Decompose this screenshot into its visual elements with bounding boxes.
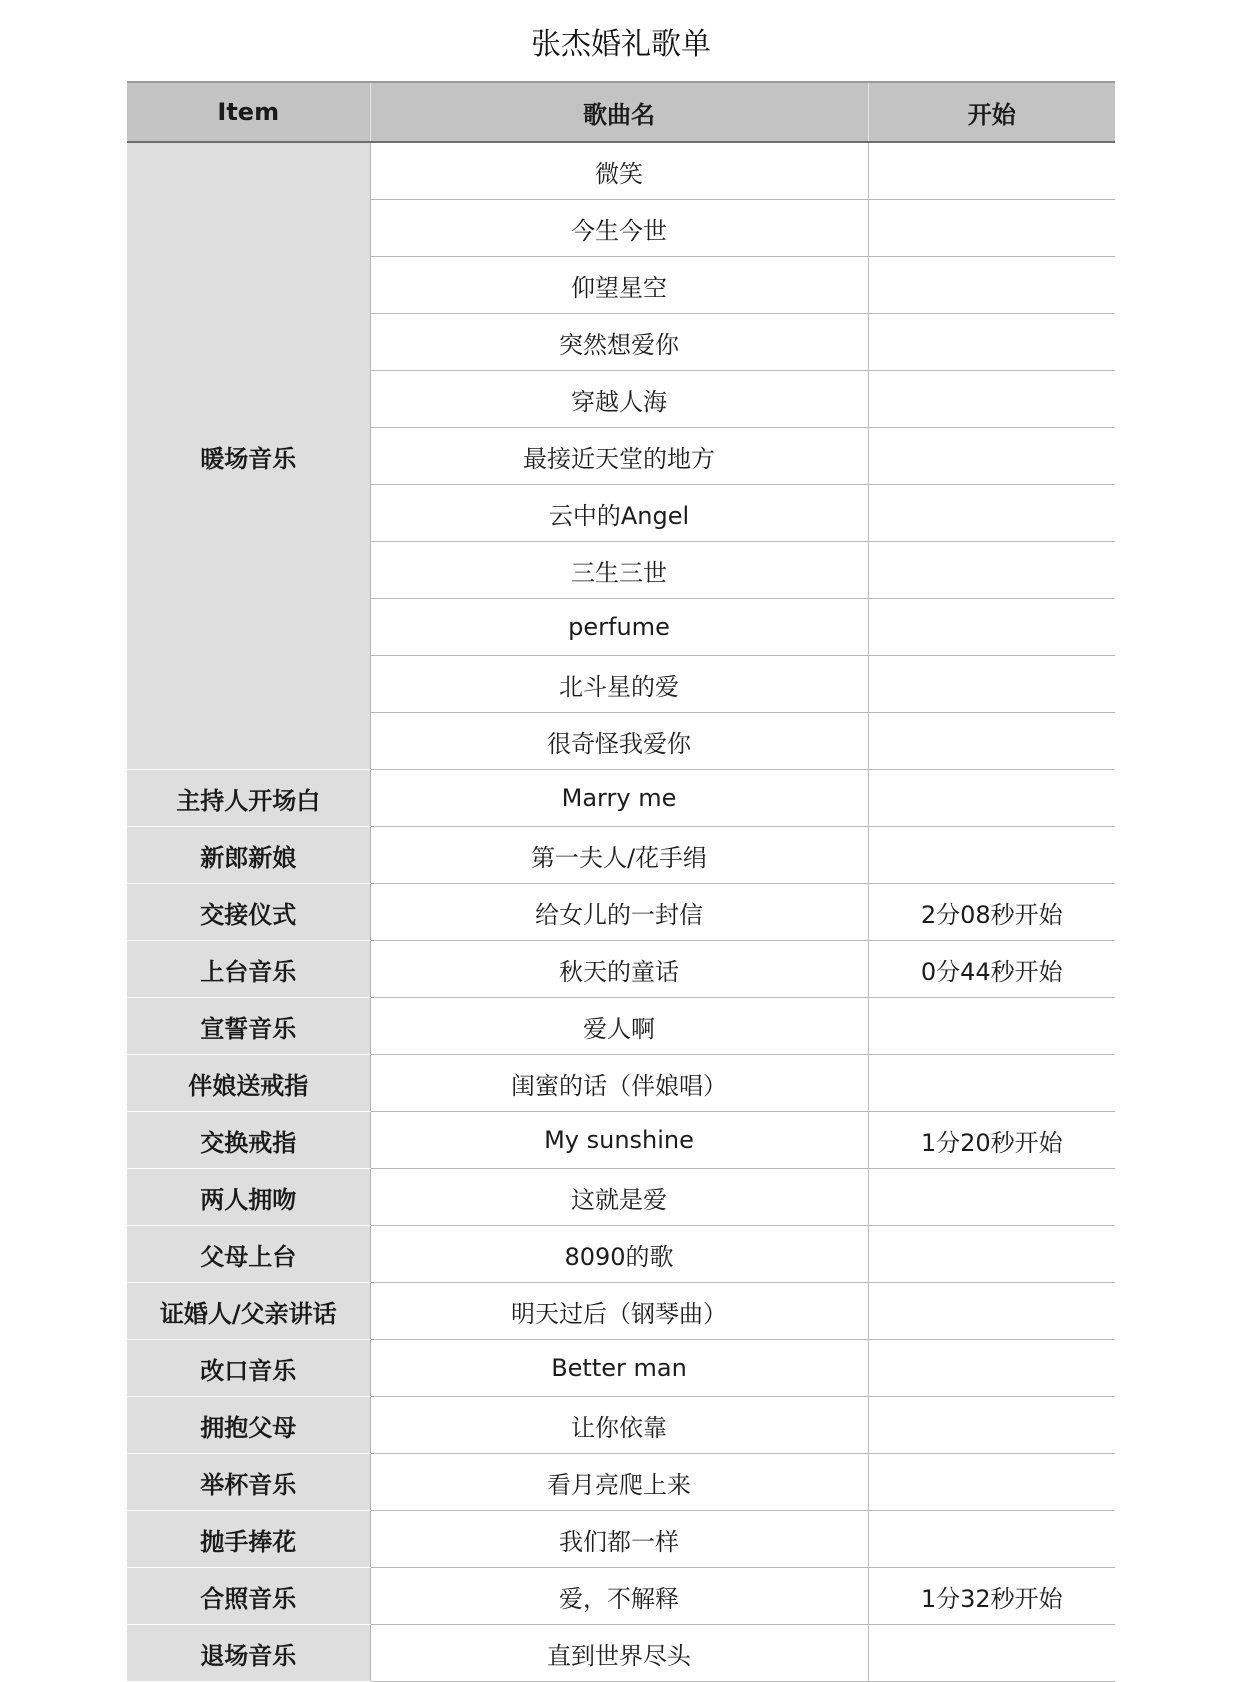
start-time-cell [868, 1625, 1115, 1682]
table-row [127, 1625, 1115, 1682]
table-row [127, 1454, 1115, 1511]
start-time-cell [868, 656, 1115, 713]
song-name-cell: perfume [370, 599, 868, 656]
item-cell: 伴娘送戒指 [127, 1055, 370, 1112]
item-cell: 宣誓音乐 [127, 998, 370, 1055]
table-row [127, 941, 1115, 998]
song-name-cell: 我们都一样 [370, 1511, 868, 1568]
song-name-cell: 爱人啊 [370, 998, 868, 1055]
start-time-cell [868, 200, 1115, 257]
table-row [127, 1340, 1115, 1397]
item-cell: 退场音乐 [127, 1625, 370, 1682]
start-time-cell [868, 1055, 1115, 1112]
start-time-cell [868, 827, 1115, 884]
item-cell: 暖场音乐 [127, 142, 370, 770]
start-time-cell [868, 485, 1115, 542]
song-name-cell: 云中的Angel [370, 485, 868, 542]
start-time-cell [868, 1283, 1115, 1340]
table-body [127, 142, 1115, 1682]
table-row [127, 142, 1115, 200]
table-row [127, 1226, 1115, 1283]
table-row [127, 770, 1115, 827]
song-list-table [127, 81, 1115, 1682]
item-cell: 证婚人/父亲讲话 [127, 1283, 370, 1340]
item-cell: 交换戒指 [127, 1112, 370, 1169]
song-name-cell: 第一夫人/花手绢 [370, 827, 868, 884]
song-name-cell: 给女儿的一封信 [370, 884, 868, 941]
song-name-cell: My sunshine [370, 1112, 868, 1169]
song-name-cell: 今生今世 [370, 200, 868, 257]
start-time-cell [868, 1340, 1115, 1397]
item-cell: 合照音乐 [127, 1568, 370, 1625]
item-cell: 拥抱父母 [127, 1397, 370, 1454]
table-row [127, 1283, 1115, 1340]
item-cell: 改口音乐 [127, 1340, 370, 1397]
start-time-cell [868, 371, 1115, 428]
table-row [127, 1568, 1115, 1625]
table-row [127, 1055, 1115, 1112]
item-cell: 两人拥吻 [127, 1169, 370, 1226]
song-name-cell: 最接近天堂的地方 [370, 428, 868, 485]
song-name-cell: 爱，不解释 [370, 1568, 868, 1625]
column-header-item: Item [127, 82, 370, 142]
start-time-cell [868, 542, 1115, 599]
column-header-song-name: 歌曲名 [370, 82, 868, 142]
song-name-cell: Marry me [370, 770, 868, 827]
table-row [127, 1112, 1115, 1169]
song-name-cell: Better man [370, 1340, 868, 1397]
song-name-cell: 8090的歌 [370, 1226, 868, 1283]
item-cell: 新郎新娘 [127, 827, 370, 884]
item-cell: 抛手捧花 [127, 1511, 370, 1568]
start-time-cell: 0分44秒开始 [868, 941, 1115, 998]
table-row [127, 998, 1115, 1055]
start-time-cell [868, 1511, 1115, 1568]
song-name-cell: 让你依靠 [370, 1397, 868, 1454]
song-name-cell: 明天过后（钢琴曲） [370, 1283, 868, 1340]
song-name-cell: 微笑 [370, 142, 868, 200]
song-name-cell: 看月亮爬上来 [370, 1454, 868, 1511]
start-time-cell [868, 142, 1115, 200]
start-time-cell [868, 1169, 1115, 1226]
start-time-cell [868, 1226, 1115, 1283]
table-row [127, 1397, 1115, 1454]
item-cell: 举杯音乐 [127, 1454, 370, 1511]
table-row [127, 1511, 1115, 1568]
start-time-cell [868, 713, 1115, 770]
start-time-cell [868, 1397, 1115, 1454]
document-title: 张杰婚礼歌单 [531, 27, 711, 62]
table-row [127, 827, 1115, 884]
start-time-cell: 1分32秒开始 [868, 1568, 1115, 1625]
table-header-row [127, 82, 1115, 142]
song-name-cell: 很奇怪我爱你 [370, 713, 868, 770]
column-header-start: 开始 [868, 82, 1115, 142]
song-name-cell: 直到世界尽头 [370, 1625, 868, 1682]
start-time-cell [868, 1454, 1115, 1511]
start-time-cell [868, 428, 1115, 485]
item-cell: 上台音乐 [127, 941, 370, 998]
song-name-cell: 突然想爱你 [370, 314, 868, 371]
song-name-cell: 三生三世 [370, 542, 868, 599]
song-name-cell: 秋天的童话 [370, 941, 868, 998]
start-time-cell [868, 257, 1115, 314]
song-name-cell: 这就是爱 [370, 1169, 868, 1226]
start-time-cell: 2分08秒开始 [868, 884, 1115, 941]
start-time-cell [868, 998, 1115, 1055]
start-time-cell: 1分20秒开始 [868, 1112, 1115, 1169]
start-time-cell [868, 770, 1115, 827]
song-name-cell: 穿越人海 [370, 371, 868, 428]
item-cell: 主持人开场白 [127, 770, 370, 827]
song-name-cell: 闺蜜的话（伴娘唱） [370, 1055, 868, 1112]
table-row [127, 1169, 1115, 1226]
song-name-cell: 仰望星空 [370, 257, 868, 314]
table-row [127, 884, 1115, 941]
start-time-cell [868, 599, 1115, 656]
start-time-cell [868, 314, 1115, 371]
song-name-cell: 北斗星的爱 [370, 656, 868, 713]
item-cell: 父母上台 [127, 1226, 370, 1283]
item-cell: 交接仪式 [127, 884, 370, 941]
